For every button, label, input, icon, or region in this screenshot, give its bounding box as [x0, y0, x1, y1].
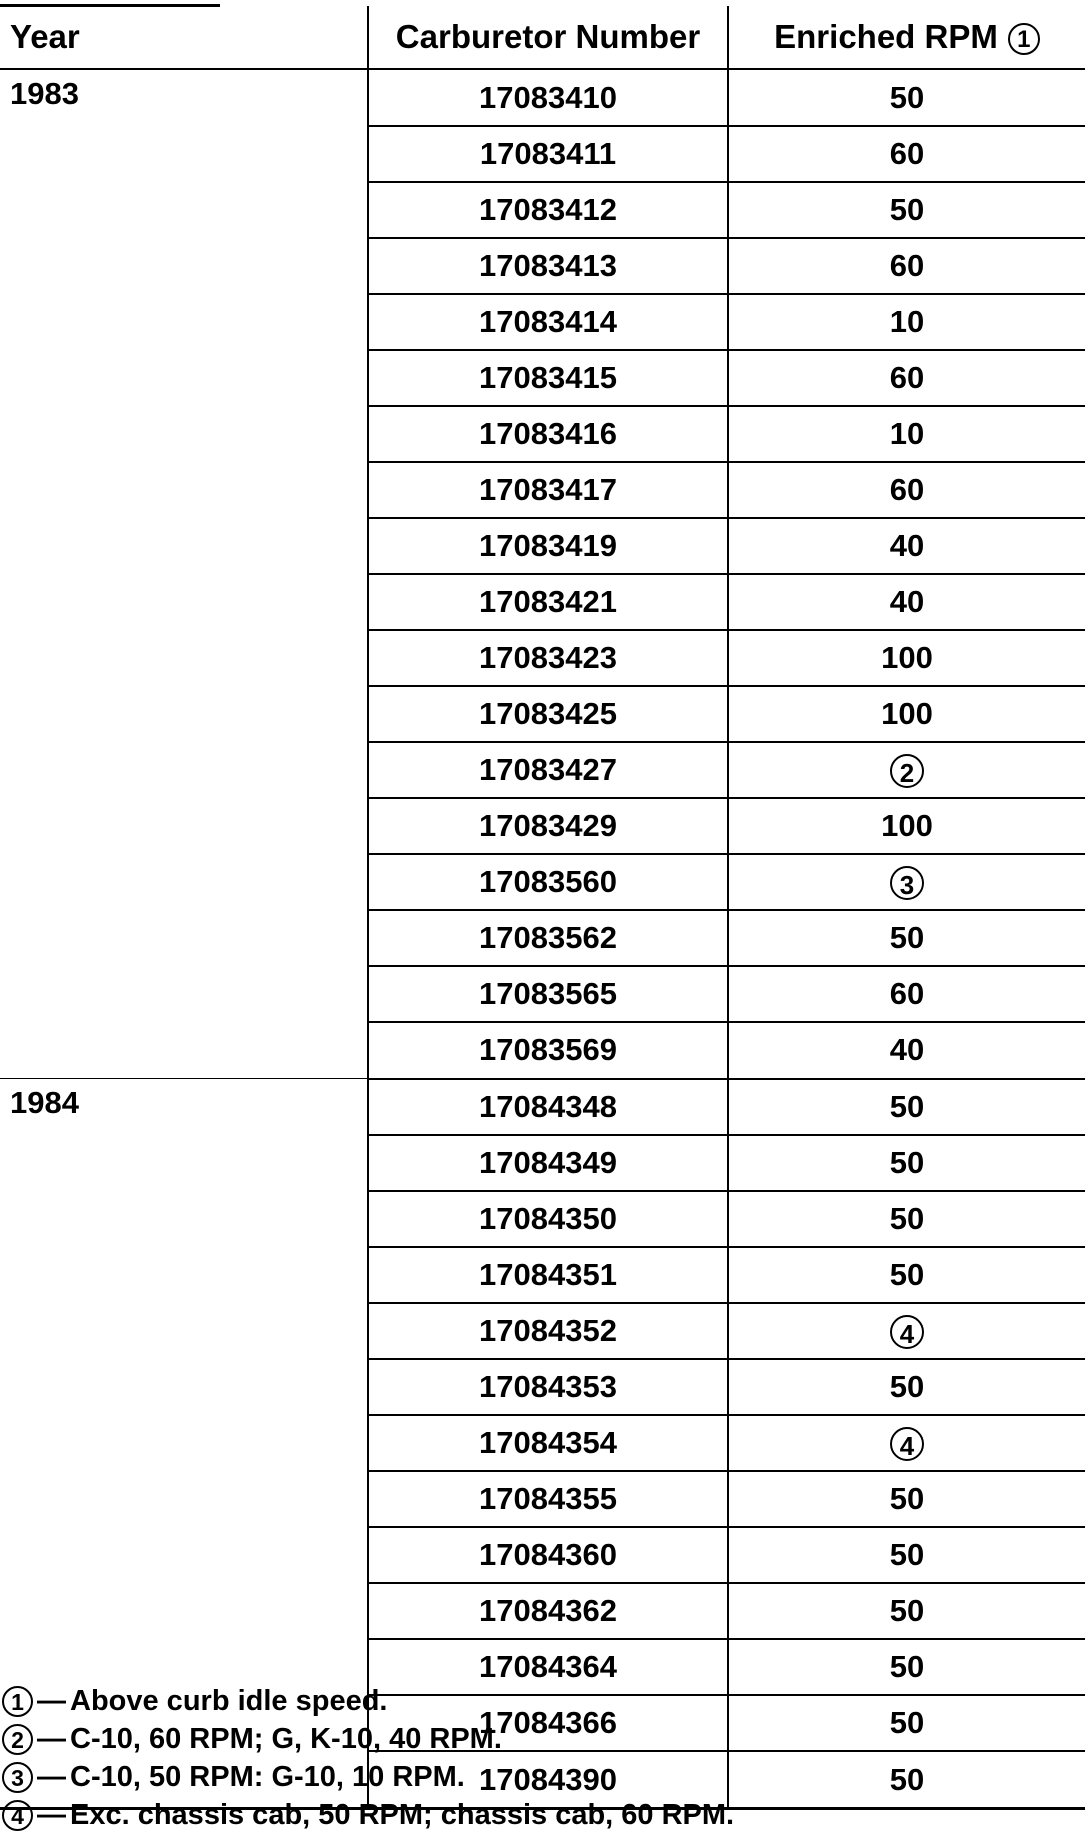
enriched-rpm-cell: 50 [728, 1247, 1085, 1303]
year-cell [0, 630, 368, 686]
table-row [0, 1191, 1085, 1247]
carburetor-number-cell: 17083429 [368, 798, 728, 854]
footnotes [2, 1682, 1082, 1834]
table-row [0, 854, 1085, 910]
footnote-ref-4-icon: 4 [890, 1315, 924, 1349]
table-row [0, 1583, 1085, 1639]
footnote-dash: — [37, 1722, 66, 1755]
enriched-rpm-cell [728, 854, 1085, 910]
table-row [0, 462, 1085, 518]
carburetor-number-cell: 17084351 [368, 1247, 728, 1303]
year-cell: 1984 [10, 1085, 79, 1120]
year-cell [0, 1303, 368, 1359]
enriched-rpm-cell: 40 [728, 574, 1085, 630]
table-row [0, 406, 1085, 462]
year-cell [0, 854, 368, 910]
enriched-rpm-cell: 50 [728, 1695, 1085, 1751]
enriched-rpm-cell: 100 [728, 686, 1085, 742]
year-cell [0, 406, 368, 462]
footnote-number-1-icon: 1 [2, 1686, 33, 1717]
enriched-rpm-cell: 50 [728, 1359, 1085, 1415]
carburetor-number-cell: 17083414 [368, 294, 728, 350]
footnote [2, 1720, 1082, 1758]
carburetor-number-cell: 17084366 [368, 1695, 728, 1751]
footnote-number-2-icon: 2 [2, 1724, 33, 1755]
year-cell [0, 574, 368, 630]
enriched-rpm-cell: 10 [728, 406, 1085, 462]
table-row [0, 1247, 1085, 1303]
table-row [0, 182, 1085, 238]
table-body [0, 69, 1085, 1809]
enriched-rpm-cell: 50 [728, 1471, 1085, 1527]
enriched-rpm-cell: 50 [728, 1751, 1085, 1809]
carburetor-number-cell: 17083423 [368, 630, 728, 686]
carburetor-number-cell: 17084390 [368, 1751, 728, 1809]
carburetor-number-cell: 17083419 [368, 518, 728, 574]
table-row [0, 1079, 1085, 1136]
enriched-rpm-cell: 50 [728, 1639, 1085, 1695]
enriched-rpm-cell: 60 [728, 350, 1085, 406]
year-cell [0, 126, 368, 182]
enriched-rpm-cell: 10 [728, 294, 1085, 350]
carburetor-number-cell: 17084364 [368, 1639, 728, 1695]
footnote [2, 1758, 1082, 1796]
enriched-rpm-cell: 50 [728, 1079, 1085, 1136]
year-cell [0, 910, 368, 966]
year-cell [0, 1415, 368, 1471]
year-cell [0, 182, 368, 238]
year-cell [0, 1191, 368, 1247]
footnote-text: Exc. chassis cab, 50 RPM; chassis cab, 60 RPM. [70, 1798, 735, 1831]
year-cell: 1983 [10, 76, 79, 111]
year-cell [0, 294, 368, 350]
enriched-rpm-cell: 50 [728, 182, 1085, 238]
year-cell [0, 1583, 368, 1639]
table-row [0, 910, 1085, 966]
carburetor-number-cell: 17084354 [368, 1415, 728, 1471]
table-row [0, 350, 1085, 406]
footnote-text: Above curb idle speed. [70, 1684, 388, 1717]
carburetor-number-cell: 17083421 [368, 574, 728, 630]
table-row [0, 1415, 1085, 1471]
carburetor-number-cell: 17084362 [368, 1583, 728, 1639]
table-row [0, 238, 1085, 294]
table-row [0, 1303, 1085, 1359]
enriched-rpm-cell: 100 [728, 630, 1085, 686]
footnote-text: C-10, 60 RPM; G, K-10, 40 RPM. [70, 1722, 502, 1755]
carburetor-number-cell: 17084352 [368, 1303, 728, 1359]
table-row [0, 1022, 1085, 1079]
footnote-dash: — [37, 1684, 66, 1717]
enriched-rpm-cell: 60 [728, 126, 1085, 182]
header-carburetor-number: Carburetor Number [368, 6, 728, 69]
year-cell [0, 1359, 368, 1415]
table-row [0, 294, 1085, 350]
table-row [0, 574, 1085, 630]
year-cell [0, 742, 368, 798]
carburetor-number-cell: 17084360 [368, 1527, 728, 1583]
carburetor-number-cell: 17083412 [368, 182, 728, 238]
enriched-rpm-cell: 50 [728, 69, 1085, 126]
year-cell [0, 462, 368, 518]
footnote-dash: — [37, 1760, 66, 1793]
carburetor-number-cell: 17083562 [368, 910, 728, 966]
footnote-text: C-10, 50 RPM: G-10, 10 RPM. [70, 1760, 465, 1793]
enriched-rpm-cell: 50 [728, 1191, 1085, 1247]
year-cell [0, 966, 368, 1022]
carburetor-number-cell: 17083560 [368, 854, 728, 910]
table-row [0, 518, 1085, 574]
enriched-rpm-cell [728, 1303, 1085, 1359]
table-header-row [0, 6, 1085, 69]
enriched-rpm-cell: 100 [728, 798, 1085, 854]
enriched-rpm-cell: 50 [728, 1527, 1085, 1583]
enriched-rpm-cell: 40 [728, 518, 1085, 574]
carburetor-number-cell: 17083413 [368, 238, 728, 294]
carburetor-number-cell: 17084349 [368, 1135, 728, 1191]
footnote-ref-3-icon: 3 [890, 866, 924, 900]
table-row [0, 1527, 1085, 1583]
enriched-rpm-cell [728, 1415, 1085, 1471]
footnote [2, 1796, 1082, 1834]
year-cell [0, 518, 368, 574]
year-cell [0, 1527, 368, 1583]
table-row [0, 742, 1085, 798]
table-row [0, 1359, 1085, 1415]
carburetor-number-cell: 17083417 [368, 462, 728, 518]
carburetor-number-cell: 17083416 [368, 406, 728, 462]
carburetor-number-cell: 17083427 [368, 742, 728, 798]
year-cell [0, 238, 368, 294]
carburetor-number-cell: 17084355 [368, 1471, 728, 1527]
table-row [0, 126, 1085, 182]
enriched-rpm-cell: 40 [728, 1022, 1085, 1079]
enriched-rpm-table [0, 6, 1085, 1810]
header-enriched-rpm-label: Enriched RPM [774, 18, 998, 55]
enriched-rpm-cell: 60 [728, 966, 1085, 1022]
table-row [0, 966, 1085, 1022]
enriched-rpm-cell: 60 [728, 462, 1085, 518]
carburetor-number-cell: 17084353 [368, 1359, 728, 1415]
carburetor-number-cell: 17083565 [368, 966, 728, 1022]
footnote-ref-1-icon: 1 [1008, 23, 1040, 55]
carburetor-number-cell: 17083415 [368, 350, 728, 406]
footnote-ref-2-icon: 2 [890, 754, 924, 788]
enriched-rpm-cell: 60 [728, 238, 1085, 294]
enriched-rpm-cell: 50 [728, 910, 1085, 966]
table-row [0, 1135, 1085, 1191]
table-row [0, 69, 1085, 126]
footnote-ref-4-icon: 4 [890, 1427, 924, 1461]
year-cell [0, 1135, 368, 1191]
table-row [0, 1471, 1085, 1527]
table-row [0, 798, 1085, 854]
year-cell [0, 686, 368, 742]
header-year: Year [0, 6, 368, 69]
year-cell [0, 350, 368, 406]
footnote-number-4-icon: 4 [2, 1800, 33, 1831]
carburetor-number-cell: 17084350 [368, 1191, 728, 1247]
table-row [0, 630, 1085, 686]
year-cell [0, 798, 368, 854]
footnote [2, 1682, 1082, 1720]
carburetor-number-cell: 17083425 [368, 686, 728, 742]
enriched-rpm-cell: 50 [728, 1135, 1085, 1191]
year-cell [0, 1471, 368, 1527]
enriched-rpm-cell: 50 [728, 1583, 1085, 1639]
carburetor-number-cell: 17083569 [368, 1022, 728, 1079]
carburetor-number-cell: 17083410 [368, 69, 728, 126]
footnote-number-3-icon: 3 [2, 1762, 33, 1793]
enriched-rpm-cell [728, 742, 1085, 798]
year-cell [0, 1022, 368, 1079]
carburetor-number-cell: 17083411 [368, 126, 728, 182]
carburetor-number-cell: 17084348 [368, 1079, 728, 1136]
year-cell [0, 1247, 368, 1303]
footnote-dash: — [37, 1798, 66, 1831]
header-enriched-rpm [728, 6, 1085, 69]
table-row [0, 686, 1085, 742]
